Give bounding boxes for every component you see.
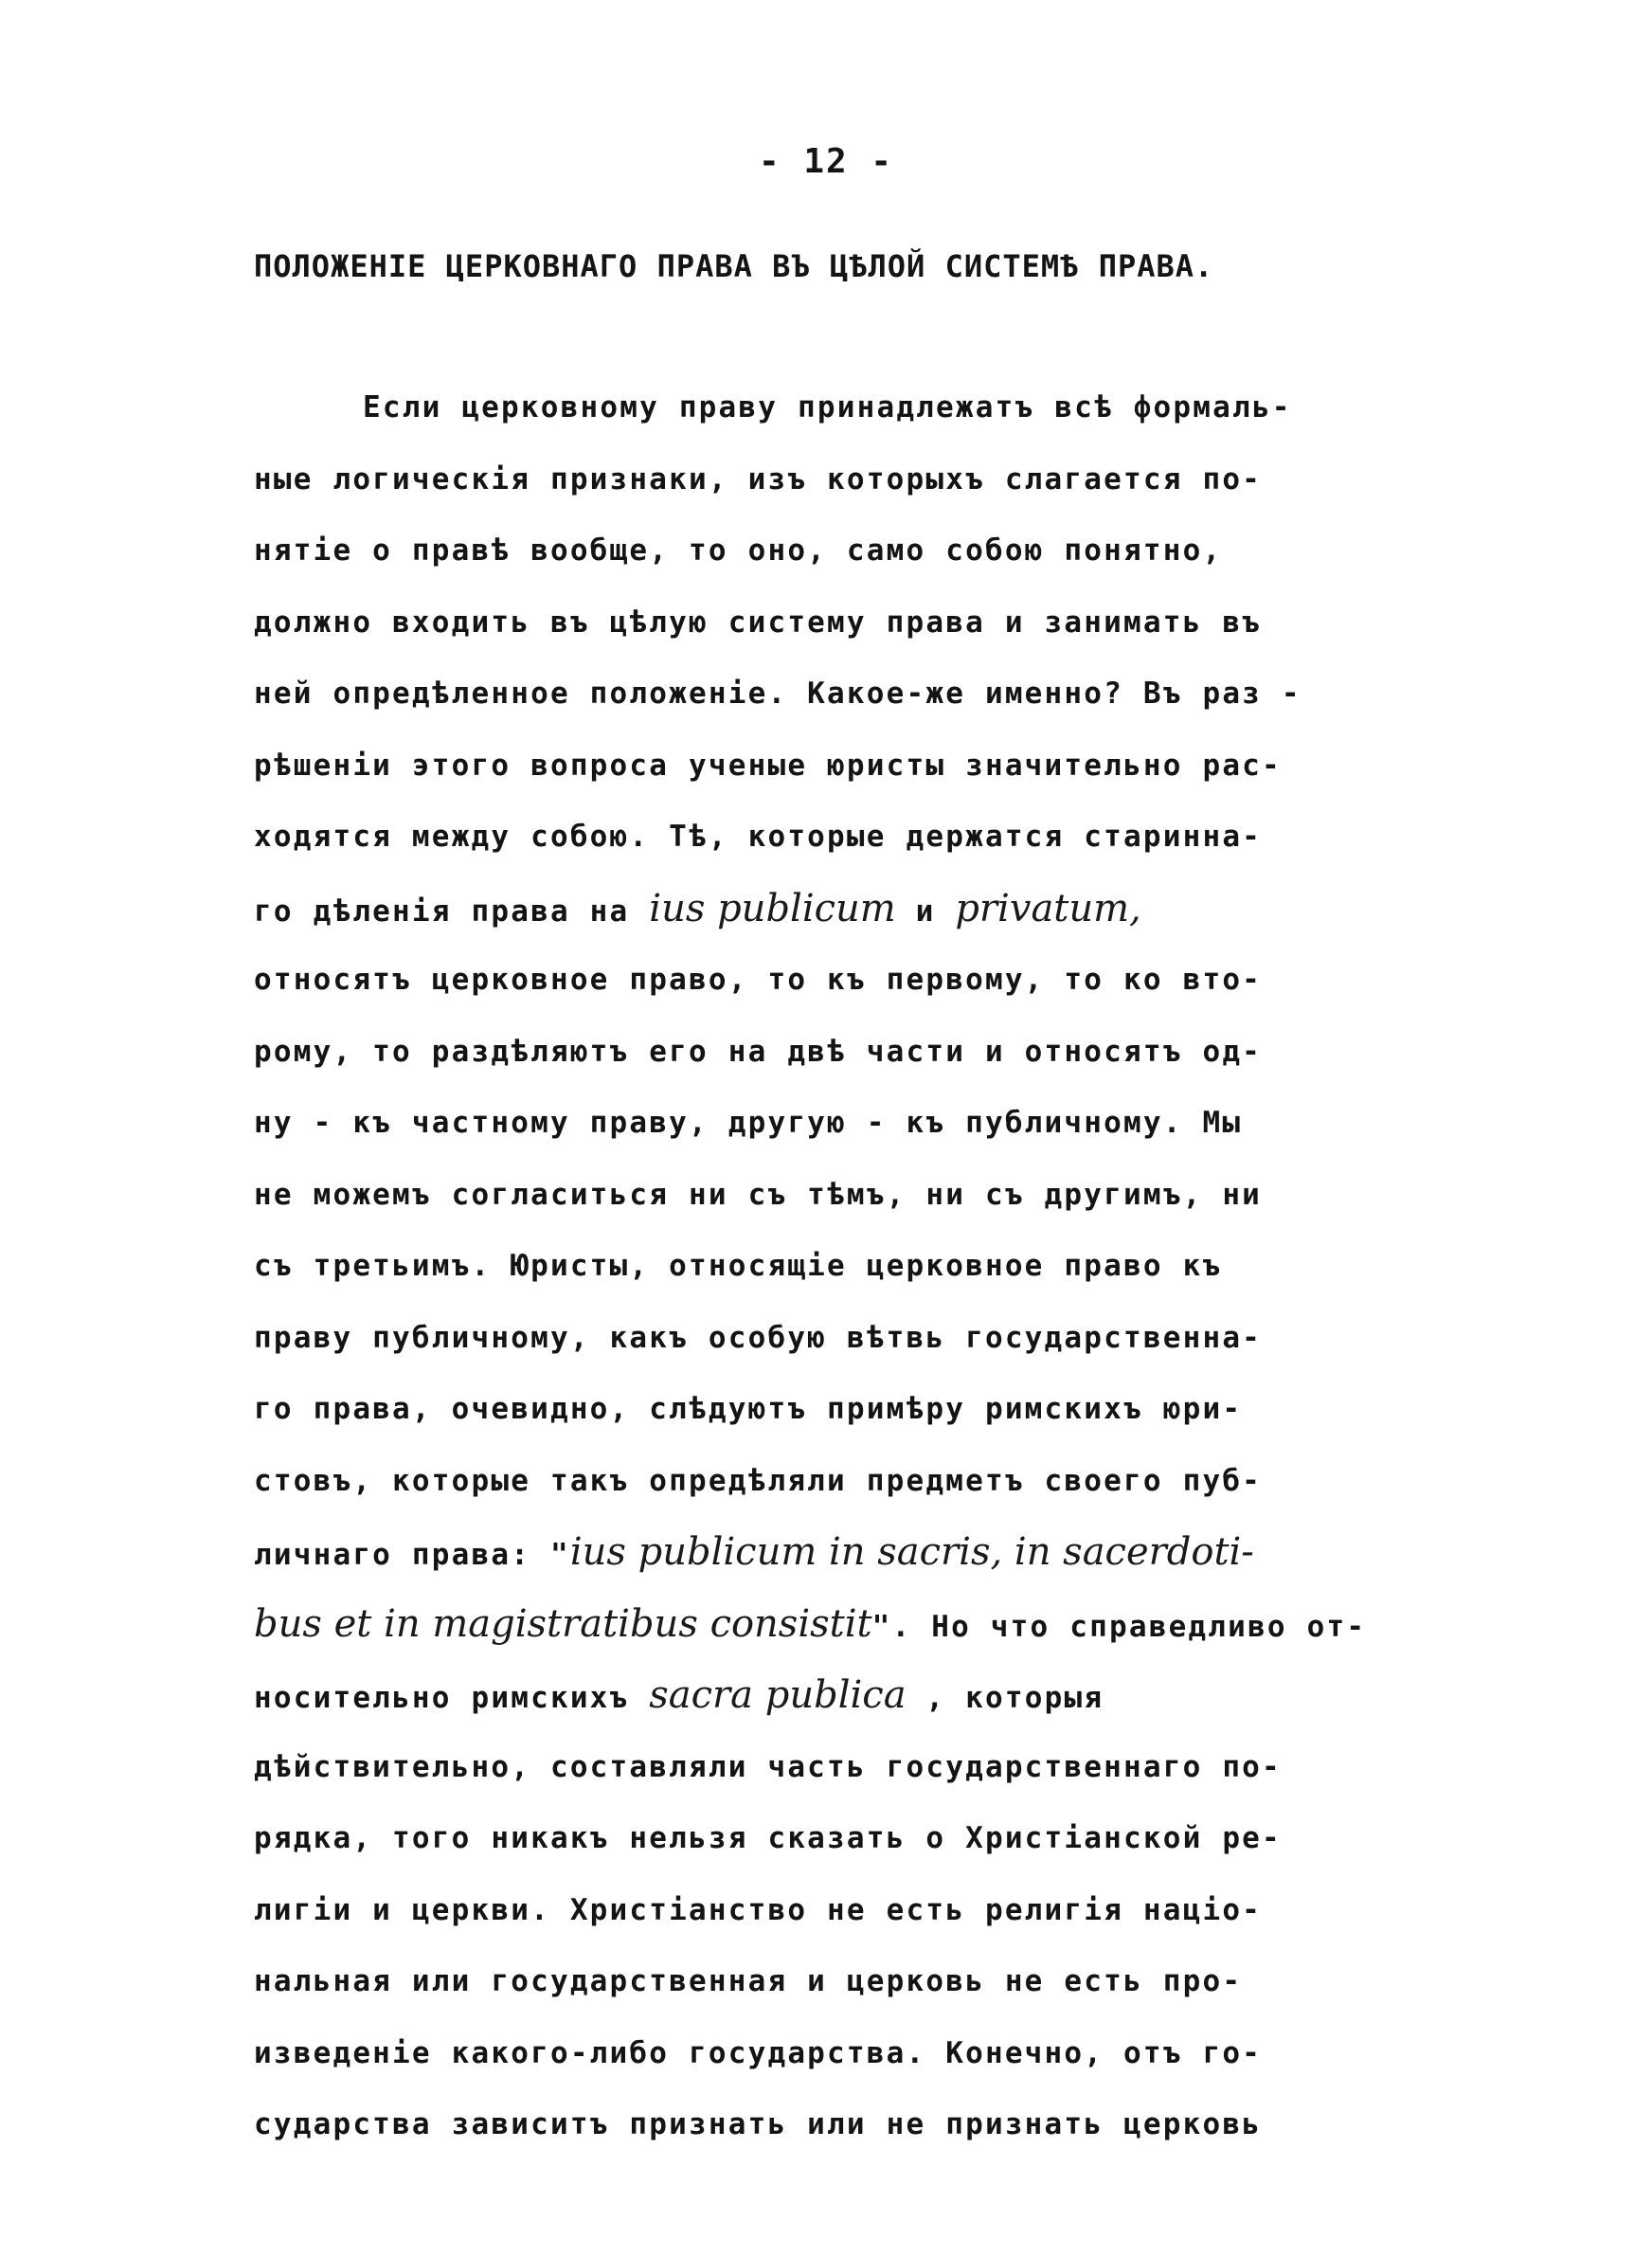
typed-text: го дѣленія права на [254,894,650,929]
text-line: нятіе о правѣ вообще, то оно, само собою понятно, [254,533,1223,568]
text-line: ну - къ частному праву, другую - къ публичному. Мы [254,1106,1243,1140]
text-line: сударства зависитъ признать или не признать церковь [254,2107,1263,2141]
text-line-with-handwriting [254,874,1410,946]
text-line: стовъ, которые такъ опредѣляли предметъ своего пуб- [254,1463,1263,1498]
typed-text: ". Но что справедливо от- [871,1609,1367,1644]
handwritten-latin: privatum, [955,886,1141,930]
handwritten-latin: ius publicum [649,886,896,930]
handwritten-latin: bus et in magistratibus consistit [254,1601,872,1646]
typed-text: носительно римскихъ [254,1681,650,1715]
text-line: праву публичному, какъ особую вѣтвь государственна- [254,1320,1263,1355]
text-line: не можемъ согласиться ни съ тѣмъ, ни съ другимъ, ни [254,1177,1263,1212]
typed-text: и [895,894,956,929]
text-line: изведеніе какого-либо государства. Конечно, отъ го- [254,2035,1263,2070]
text-line: ходятся между собою. Тѣ, которые держатся старинна- [254,820,1263,854]
text-line: ней опредѣленное положеніе. Какое-же именно? Въ раз - [254,677,1302,711]
text-line-with-handwriting [254,1660,1410,1732]
text-line: дѣйствительно, составляли часть государственнаго по- [254,1749,1282,1784]
body-text [254,372,1410,2161]
text-line-with-handwriting [254,1589,1410,1661]
text-line: рядка, того никакъ нельзя сказать о Христіанской ре- [254,1821,1282,1855]
typed-text: личнаго права: " [254,1538,570,1572]
text-line: рому, то раздѣляютъ его на двѣ части и относятъ од- [254,1034,1263,1069]
handwritten-latin: ius publicum in sacris, in sacerdoti- [569,1530,1254,1574]
handwritten-latin: sacra publica [649,1673,907,1717]
text-line: рѣшеніи этого вопроса ученые юристы значительно рас- [254,748,1282,783]
text-line: съ третьимъ. Юристы, относящіе церковное право къ [254,1249,1223,1283]
text-line: относятъ церковное право, то къ первому, то ко вто- [254,963,1263,997]
text-line-with-handwriting [254,1517,1410,1589]
section-heading: ПОЛОЖЕНІЕ ЦЕРКОВНАГО ПРАВА ВЪ ЦѢЛОЙ СИСТЕМѢ ПРАВА. [254,248,1214,284]
text-line: Если церковному праву принадлежатъ всѣ формаль- [363,390,1292,424]
text-line: лигіи и церкви. Христіанство не есть религія націо- [254,1892,1263,1927]
text-line: нальная или государственная и церковь не есть про- [254,1964,1243,1998]
page-number: - 12 - [758,142,894,181]
text-line: ные логическія признаки, изъ которыхъ слагается по- [254,461,1263,497]
typed-text: , которыя [906,1681,1104,1715]
text-line: должно входить въ цѣлую систему права и занимать въ [254,605,1263,640]
text-line: го права, очевидно, слѣдуютъ примѣру римскихъ юри- [254,1392,1243,1426]
